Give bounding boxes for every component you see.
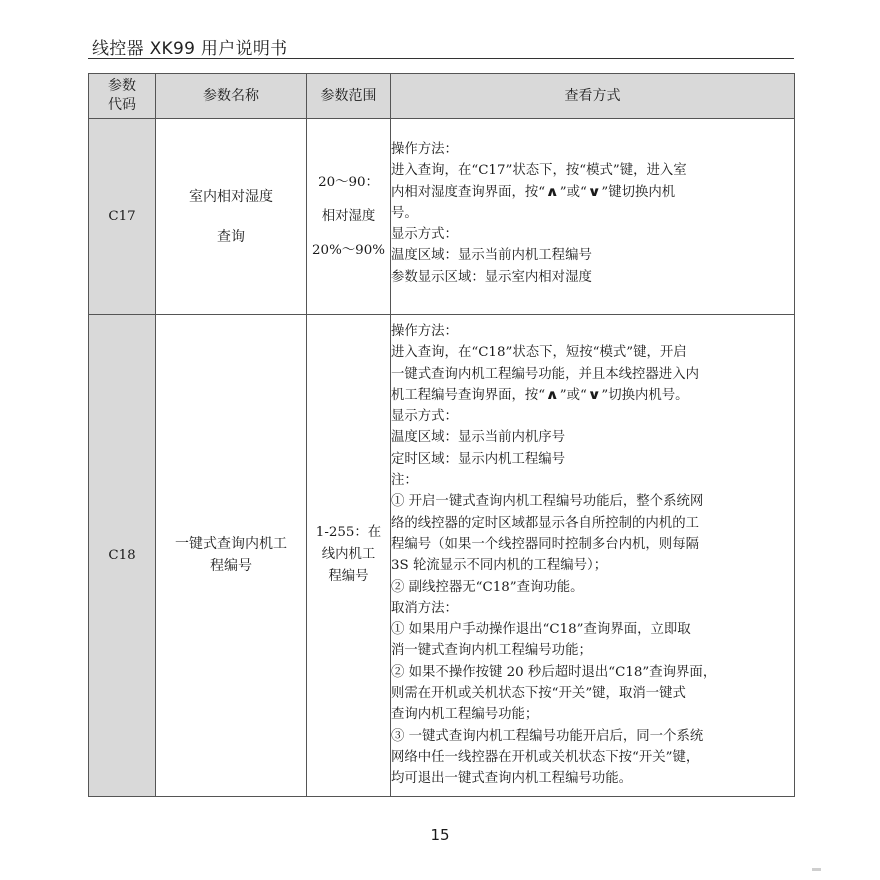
method-line: 程编号（如果一个线控器同时控制多台内机，则每隔 <box>391 536 699 552</box>
method-line: 络的线控器的定时区域都显示各自所控制的内机的工 <box>391 515 699 531</box>
method-line: 取消方法： <box>391 600 458 616</box>
header-code-line1: 参数 <box>108 78 136 94</box>
table-header-row <box>89 74 795 119</box>
table-row-c17 <box>89 119 795 315</box>
param-range-line: 线内机工 <box>321 547 376 563</box>
method-line: 则需在开机或关机状态下按“开关”键，取消一键式 <box>391 686 686 702</box>
scan-mark <box>812 868 821 871</box>
view-method <box>391 315 795 797</box>
method-line <box>391 182 794 203</box>
method-line: ① 如果用户手动操作退出“C18”查询界面，立即取 <box>391 622 691 638</box>
chevron-down-icon: ∨ <box>587 184 601 200</box>
header-param-code <box>89 74 156 119</box>
chevron-down-icon: ∨ <box>587 387 601 403</box>
method-line: 进入查询，在“C17”状态下，按“模式”键，进入室 <box>391 163 687 179</box>
method-line: 一键式查询内机工程编号功能，并且本线控器进入内 <box>391 366 699 382</box>
method-line: 号。 <box>391 205 418 221</box>
param-name-line: 查询 <box>217 228 245 245</box>
param-name <box>156 119 307 315</box>
method-line: ② 副线控器无“C18”查询功能。 <box>391 579 584 595</box>
header-divider <box>88 58 794 59</box>
header-param-range: 参数范围 <box>307 74 391 119</box>
method-line: 显示方式： <box>391 227 458 243</box>
param-name <box>156 315 307 797</box>
method-line: 温度区域：显示当前内机工程编号 <box>391 248 592 264</box>
param-range-line: 1-255：在 <box>315 525 382 541</box>
chevron-up-icon: ∧ <box>545 387 560 403</box>
param-name-line: 程编号 <box>210 558 252 575</box>
method-line <box>391 385 794 406</box>
param-code: C18 <box>89 315 156 797</box>
method-text: ”键切换内机 <box>601 184 676 200</box>
method-line: 定时区域：显示内机工程编号 <box>391 451 566 467</box>
page-number: 15 <box>430 826 450 844</box>
param-code: C17 <box>89 119 156 315</box>
method-line: 消一键式查询内机工程编号功能； <box>391 643 592 659</box>
param-range-line: 程编号 <box>328 569 369 585</box>
method-text: ”切换内机号。 <box>601 387 689 403</box>
method-line: 显示方式： <box>391 409 458 425</box>
method-line: ② 如果不操作按键 20 秒后超时退出“C18”查询界面， <box>391 664 717 680</box>
header-view-method: 查看方式 <box>391 74 795 119</box>
param-range <box>307 315 391 797</box>
header-param-name: 参数名称 <box>156 74 307 119</box>
method-line: 注： <box>391 473 418 489</box>
method-line: ① 开启一键式查询内机工程编号功能后，整个系统网 <box>391 494 704 510</box>
parameter-table <box>88 73 795 797</box>
param-name-line: 一键式查询内机工 <box>175 536 287 553</box>
method-line: ③ 一键式查询内机工程编号功能开启后，同一个系统 <box>391 728 704 744</box>
method-line: 操作方法： <box>391 142 458 157</box>
method-line: 操作方法： <box>391 324 458 339</box>
method-text: ”或“ <box>559 184 587 200</box>
method-line: 参数显示区域：显示室内相对湿度 <box>391 269 592 285</box>
method-line: 进入查询，在“C18”状态下，短按“模式”键，开启 <box>391 345 687 361</box>
param-range-line: 20～90： <box>318 174 379 190</box>
view-method <box>391 119 795 315</box>
method-text: ”或“ <box>559 387 587 403</box>
param-range-line: 20%～90% <box>312 242 385 258</box>
method-text: 机工程编号查询界面，按“ <box>391 387 546 403</box>
method-line: 温度区域：显示当前内机序号 <box>391 430 566 446</box>
method-text: 内相对湿度查询界面，按“ <box>391 184 546 200</box>
document-title: 线控器 XK99 用户说明书 <box>92 39 288 59</box>
param-name-line: 室内相对湿度 <box>189 188 273 205</box>
method-line: 3S 轮流显示不同内机的工程编号）； <box>391 558 608 574</box>
method-line: 网络中任一线控器在开机或关机状态下按“开关”键， <box>391 749 700 765</box>
header-code-line2: 代码 <box>108 97 136 113</box>
method-line: 查询内机工程编号功能； <box>391 707 539 723</box>
table-row-c18 <box>89 315 795 797</box>
chevron-up-icon: ∧ <box>545 184 560 200</box>
method-line: 均可退出一键式查询内机工程编号功能。 <box>391 771 633 787</box>
param-range-line: 相对湿度 <box>321 208 376 224</box>
param-range <box>307 119 391 315</box>
